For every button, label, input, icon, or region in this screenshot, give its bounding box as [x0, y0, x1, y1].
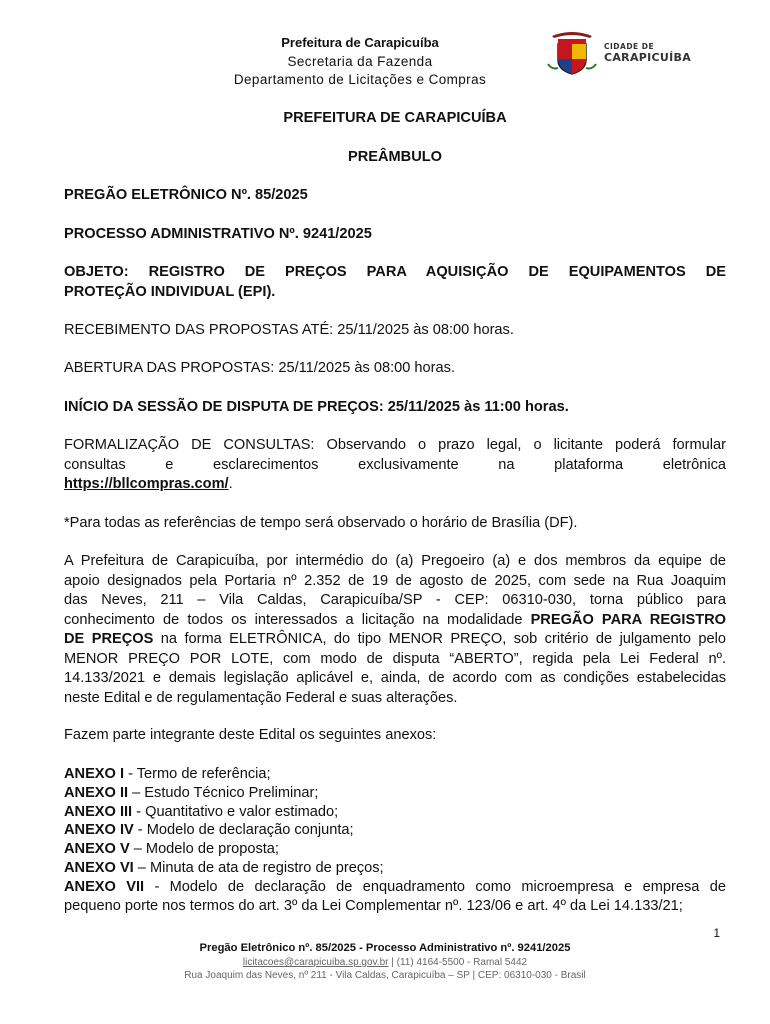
paragraph-line-1: A Prefeitura de Carapicuíba, por intermédio do (a) Pregoeiro (a) e dos membros da equipe de	[64, 553, 726, 569]
objeto-line-2: PROTEÇÃO INDIVIDUAL (EPI).	[64, 283, 276, 300]
anexo-text: - Termo de referência;	[124, 766, 271, 782]
paragraph-line-6: MENOR PREÇO POR LOTE, com modo de disputa “ABERTO”, regida pela Lei Federal nº.	[64, 650, 726, 667]
header-secretaria: Secretaria da Fazenda	[287, 54, 433, 69]
recebimento-propostas: RECEBIMENTO DAS PROPOSTAS ATÉ: 25/11/2025 às 08:00 horas.	[64, 322, 514, 338]
anexos-intro: Fazem parte integrante deste Edital os seguintes anexos:	[64, 727, 437, 743]
pregao-number: PREGÃO ELETRÔNICO Nº. 85/2025	[64, 187, 308, 203]
modalidade-bold-2: DE PREÇOS	[64, 631, 154, 647]
anexo-label: ANEXO II	[64, 784, 129, 801]
footer-address: Rua Joaquim das Neves, nº 211 - Vila Caldas, Carapicuíba – SP | CEP: 06310-030 - Brasil	[184, 970, 586, 981]
paragraph-line-3: das Neves, 211 – Vila Caldas, Carapicuíba/SP - CEP: 06310-030, torna público para	[64, 592, 726, 608]
paragraph-line-2: apoio designados pela Portaria nº 2.352 de 19 de agosto de 2025, com sede na Rua Joaquim	[64, 572, 726, 589]
paragraph-line-5	[64, 630, 726, 650]
modalidade-bold: PREGÃO PARA REGISTRO	[530, 611, 726, 628]
formalizacao-line-3	[64, 475, 726, 495]
page-number: 1	[713, 926, 720, 940]
anexo-label: ANEXO III	[64, 803, 133, 820]
anexo-text: - Quantitativo e valor estimado;	[132, 803, 339, 820]
header-departamento: Departamento de Licitações e Compras	[233, 72, 487, 87]
formalizacao-period: .	[228, 476, 233, 492]
paragraph-line-4	[64, 611, 726, 631]
formalizacao-line-1: FORMALIZAÇÃO DE CONSULTAS: Observando o prazo legal, o licitante poderá formular	[64, 437, 726, 453]
anexo-text: - Modelo de declaração conjunta;	[133, 822, 354, 839]
paragraph-line-8: neste Edital e de regulamentação Federal e suas alterações.	[64, 689, 458, 706]
footer-title: Pregão Eletrônico nº. 85/2025 - Processo Administrativo nº. 9241/2025	[199, 942, 571, 954]
list-item	[64, 878, 726, 897]
abertura-propostas: ABERTURA DAS PROPOSTAS: 25/11/2025 às 08:00 horas.	[64, 360, 455, 376]
anexo-text: – Estudo Técnico Preliminar;	[128, 784, 319, 801]
nota-horario: *Para todas as referências de tempo será observado o horário de Brasília (DF).	[64, 515, 578, 531]
anexo-text: – Minuta de ata de registro de preços;	[133, 859, 384, 876]
city-logo	[546, 30, 714, 76]
objeto-section	[64, 263, 726, 302]
anexo-text: - Modelo de declaração de enquadramento como microempresa e empresa de	[144, 878, 727, 895]
formalizacao-section	[64, 436, 726, 495]
anexo-label: ANEXO I	[64, 766, 125, 782]
anexo-vii-line-2: pequeno porte nos termos do art. 3º da Lei Complementar nº. 123/06 e art. 4º da Lei 14.133/21;	[64, 897, 683, 914]
header-org: Prefeitura de Carapicuíba	[281, 35, 439, 50]
paragraph-line-4-text: conhecimento de todos os interessados a licitação na modalidade	[64, 611, 531, 628]
anexo-label: ANEXO V	[64, 841, 130, 858]
footer-contact	[100, 956, 670, 969]
objeto-line-1: OBJETO: REGISTRO DE PREÇOS PARA AQUISIÇÃO DE EQUIPAMENTOS DE	[64, 264, 726, 280]
footer-email-link[interactable]: licitacoes@carapicuiba.sp.gov.br	[242, 957, 389, 968]
footer-phone: | (11) 4164-5500 - Ramal 5442	[388, 957, 528, 968]
anexo-label: ANEXO VI	[64, 859, 134, 876]
anexo-label: ANEXO VII	[64, 878, 145, 895]
bllcompras-link[interactable]: https://bllcompras.com/	[64, 476, 229, 492]
title-prefeitura: PREFEITURA DE CARAPICUÍBA	[283, 110, 507, 126]
list-item	[64, 765, 726, 784]
list-item	[64, 859, 726, 878]
inicio-sessao: INÍCIO DA SESSÃO DE DISPUTA DE PREÇOS: 25/11/2025 às 11:00 horas.	[64, 399, 569, 415]
coat-of-arms-icon	[546, 30, 598, 76]
anexo-text: – Modelo de proposta;	[129, 841, 279, 858]
formalizacao-line-2: consultas e esclarecimentos exclusivamente na plataforma eletrônica	[64, 456, 726, 473]
anexo-label: ANEXO IV	[64, 822, 134, 839]
list-item	[64, 803, 726, 822]
anexos-list	[64, 765, 726, 915]
list-item	[64, 784, 726, 803]
list-item	[64, 840, 726, 859]
logo-caption-big: CARAPICUÍBA	[604, 51, 692, 64]
title-preambulo: PREÂMBULO	[347, 149, 443, 165]
processo-number: PROCESSO ADMINISTRATIVO Nº. 9241/2025	[64, 226, 372, 242]
paragraph-line-5-text: na forma ELETRÔNICA, do tipo MENOR PREÇO, sob critério de julgamento pelo	[153, 631, 726, 647]
list-item	[64, 821, 726, 840]
logo-caption-small: CIDADE DE	[604, 42, 655, 51]
paragraph-line-7: 14.133/2021 e demais legislação aplicável e, ainda, de acordo com as condições estabelecidas	[64, 670, 726, 686]
preambulo-paragraph	[64, 552, 726, 708]
